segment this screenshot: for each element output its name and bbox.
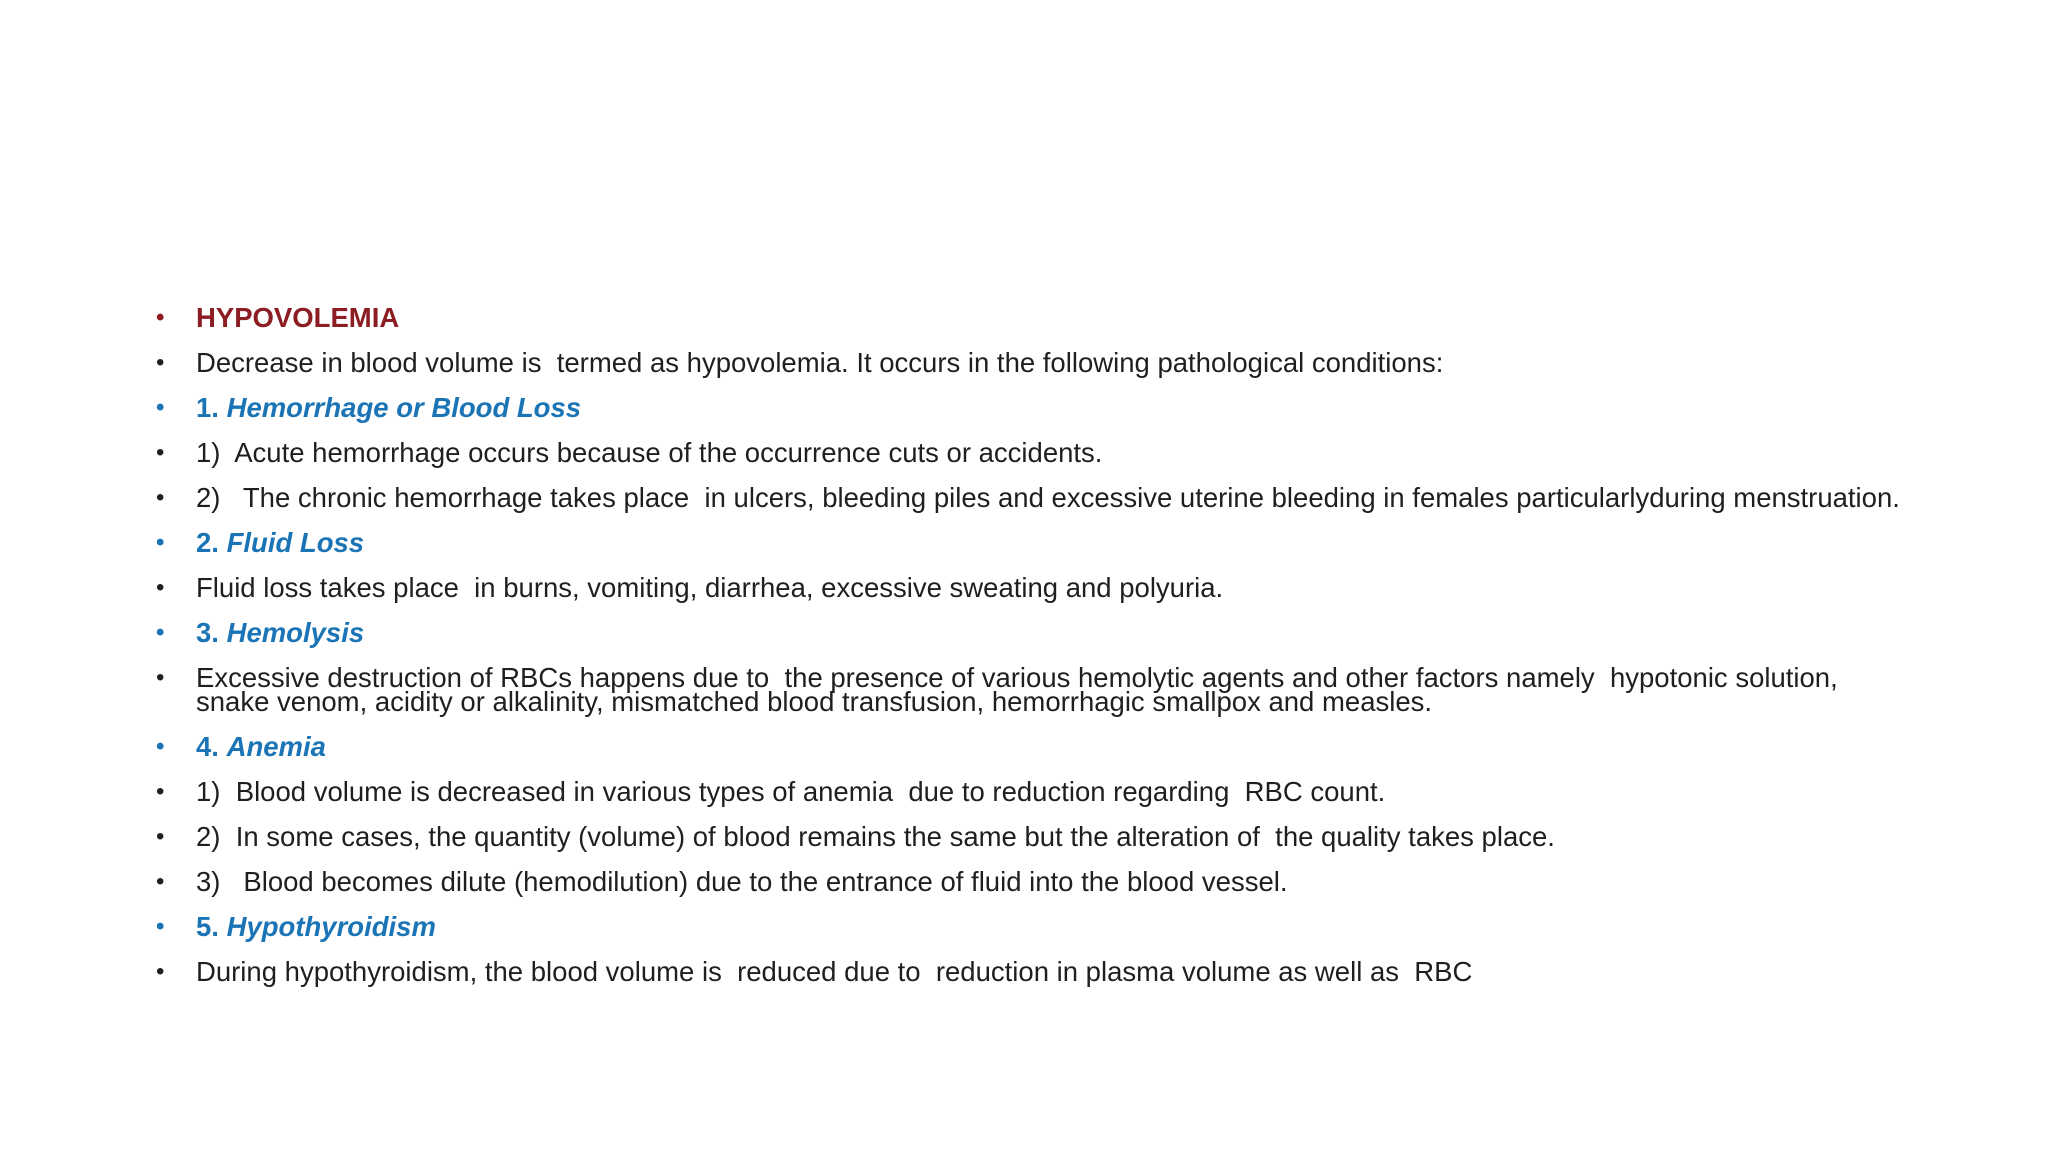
list-item (156, 956, 1916, 987)
bullet-list (156, 302, 1916, 1005)
bullet-dot-icon: • (156, 349, 165, 376)
list-item (156, 482, 1916, 513)
section-number: 1. (196, 392, 227, 423)
section-heading-fluid-loss (156, 527, 1916, 558)
section-number: 5. (196, 911, 227, 942)
point-text: 2) In some cases, the quantity (volume) of blood remains the same but the alteration of the quality takes place. (196, 821, 1555, 852)
section-number: 3. (196, 617, 227, 648)
bullet-dot-icon: • (156, 823, 165, 850)
point-text: 3) Blood becomes dilute (hemodilution) due to the entrance of fluid into the blood vessel. (196, 866, 1288, 897)
list-item (156, 866, 1916, 897)
slide-title (156, 302, 1916, 333)
point-text: Fluid loss takes place in burns, vomiting, diarrhea, excessive sweating and polyuria. (196, 572, 1224, 603)
title-text: HYPOVOLEMIA (196, 302, 400, 333)
point-text: 2) The chronic hemorrhage takes place in ulcers, bleeding piles and excessive uterine bleeding in females particularlyduring menstruation. (196, 482, 1900, 513)
section-number: 2. (196, 527, 227, 558)
bullet-dot-icon: • (156, 913, 165, 940)
bullet-dot-icon: • (156, 958, 165, 985)
section-heading-text: Hemolysis (226, 617, 365, 648)
bullet-dot-icon: • (156, 733, 165, 760)
point-text: 1) Acute hemorrhage occurs because of the occurrence cuts or accidents. (196, 437, 1103, 468)
list-item (156, 662, 1916, 717)
list-item (156, 776, 1916, 807)
section-heading-anemia (156, 731, 1916, 762)
section-heading-text: Anemia (226, 731, 326, 762)
section-heading-text: Hypothyroidism (226, 911, 436, 942)
bullet-dot-icon: • (156, 619, 165, 646)
point-text: 1) Blood volume is decreased in various types of anemia due to reduction regarding RBC count. (196, 776, 1386, 807)
list-item (156, 572, 1916, 603)
bullet-dot-icon: • (156, 484, 165, 511)
point-text: Excessive destruction of RBCs happens due to the presence of various hemolytic agents and other factors namely hypotonic solution, snake venom, acidity or alkalinity, mismatched blood transfusion, hemorrhagic smallpox and measles. (196, 662, 1846, 717)
bullet-dot-icon: • (156, 868, 165, 895)
intro-item (156, 347, 1916, 378)
section-heading-hemorrhage (156, 392, 1916, 423)
bullet-dot-icon: • (156, 304, 165, 331)
bullet-dot-icon: • (156, 529, 165, 556)
section-heading-text: Fluid Loss (226, 527, 365, 558)
bullet-dot-icon: • (156, 778, 165, 805)
list-item (156, 437, 1916, 468)
bullet-dot-icon: • (156, 394, 165, 421)
bullet-dot-icon: • (156, 574, 165, 601)
section-heading-hemolysis (156, 617, 1916, 648)
bullet-dot-icon: • (156, 664, 165, 691)
section-heading-text: Hemorrhage or Blood Loss (226, 392, 582, 423)
bullet-dot-icon: • (156, 439, 165, 466)
intro-text: Decrease in blood volume is termed as hypovolemia. It occurs in the following pathological conditions: (196, 347, 1444, 378)
point-text: During hypothyroidism, the blood volume is reduced due to reduction in plasma volume as well as RBC (196, 956, 1473, 987)
section-heading-hypothyroidism (156, 911, 1916, 942)
section-number: 4. (196, 731, 227, 762)
list-item (156, 821, 1916, 852)
